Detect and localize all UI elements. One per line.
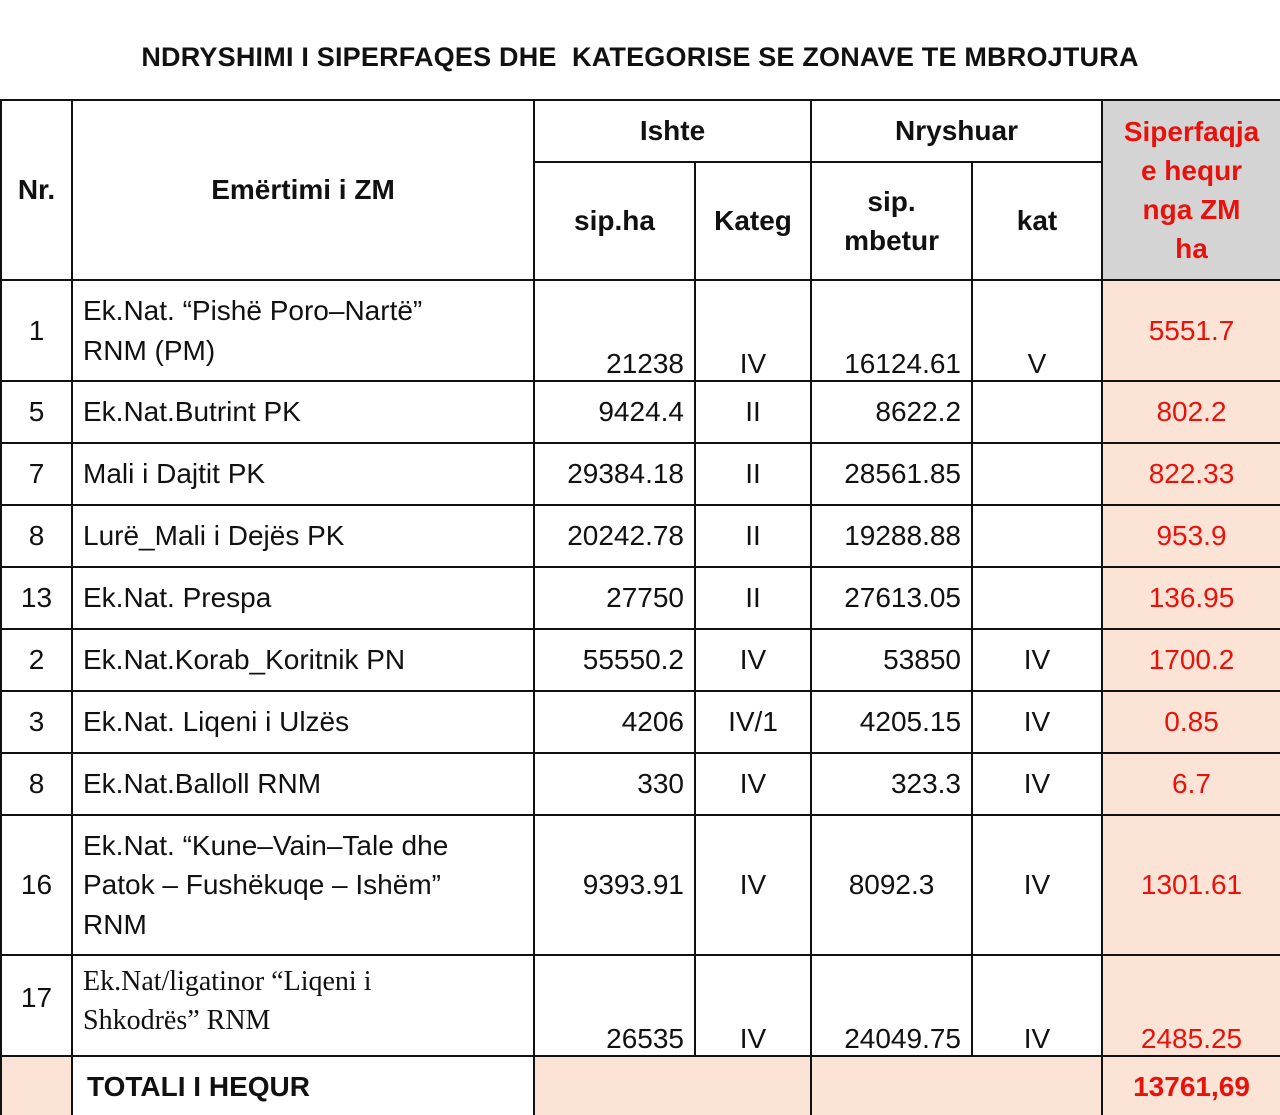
table-row (1, 381, 1280, 443)
table-row (1, 815, 1280, 955)
cell-hequr: 136.95 (1102, 567, 1280, 629)
cell-kat2 (972, 443, 1102, 505)
cell-name: Mali i Dajtit PK (72, 443, 534, 505)
total-label: TOTALI I HEQUR (72, 1056, 534, 1115)
cell-nr: 7 (1, 443, 72, 505)
cell-kat1: IV (695, 753, 811, 815)
total-empty-cell (534, 1056, 811, 1115)
header-name: Emërtimi i ZM (72, 100, 534, 280)
cell-nr: 5 (1, 381, 72, 443)
cell-sip: 9393.91 (534, 815, 695, 955)
cell-name-line: Ek.Nat. “Pishë Poro–Nartë” (83, 295, 423, 327)
cell-mbetur: 53850 (811, 629, 972, 691)
cell-sip: 4206 (534, 691, 695, 753)
cell-kat1: IV (695, 629, 811, 691)
header-removed-line: nga ZM (1142, 194, 1241, 225)
cell-hequr: 953.9 (1102, 505, 1280, 567)
cell-kat2 (972, 567, 1102, 629)
cell-hequr: 2485.25 (1102, 955, 1280, 1056)
cell-nr: 8 (1, 753, 72, 815)
cell-name-line: Ek.Nat/ligatinor “Liqeni i (83, 966, 372, 997)
cell-hequr: 822.33 (1102, 443, 1280, 505)
header-kat: kat (972, 162, 1102, 280)
cell-kat1: IV (695, 815, 811, 955)
cell-nr: 8 (1, 505, 72, 567)
cell-kat1: IV (695, 280, 811, 381)
cell-name-line: Ek.Nat. “Kune–Vain–Tale dhe (83, 830, 449, 862)
cell-kat2: IV (972, 955, 1102, 1056)
page-title: NDRYSHIMI I SIPERFAQES DHE KATEGORISE SE ZONAVE TE MBROJTURA (141, 42, 1139, 72)
cell-sip: 330 (534, 753, 695, 815)
header-nr: Nr. (1, 100, 72, 280)
header-sip-line: mbetur (844, 225, 939, 256)
cell-nr: 16 (1, 815, 72, 955)
cell-kat1: II (695, 505, 811, 567)
cell-kat2: IV (972, 753, 1102, 815)
total-value: 13761,69 (1102, 1056, 1280, 1115)
cell-name (72, 815, 534, 955)
cell-name-line: Patok – Fushëkuqe – Ishëm” (83, 869, 441, 901)
total-empty-cell (1, 1056, 72, 1115)
table-row (1, 691, 1280, 753)
cell-name-line: Shkodrës” RNM (83, 1005, 271, 1037)
cell-kat2: IV (972, 691, 1102, 753)
header-removed-line: e hequr (1140, 154, 1243, 186)
header-removed-line: Siperfaqja (1123, 115, 1260, 147)
cell-mbetur: 8622.2 (811, 381, 972, 443)
cell-sip: 55550.2 (534, 629, 695, 691)
cell-kat2: IV (972, 629, 1102, 691)
cell-mbetur: 28561.85 (811, 443, 972, 505)
cell-nr: 1 (1, 280, 72, 381)
header-removed (1102, 100, 1280, 280)
cell-kat1: IV/1 (695, 691, 811, 753)
header-sip-mbetur (811, 162, 972, 280)
cell-hequr: 0.85 (1102, 691, 1280, 753)
cell-kat2 (972, 381, 1102, 443)
cell-mbetur: 19288.88 (811, 505, 972, 567)
total-empty-cell (811, 1056, 1102, 1115)
table-row (1, 280, 1280, 381)
cell-nr: 17 (1, 955, 72, 1056)
cell-mbetur: 4205.15 (811, 691, 972, 753)
protected-zones-table (0, 99, 1280, 1115)
cell-name: Ek.Nat. Prespa (72, 567, 534, 629)
header-nryshuar: Nryshuar (811, 100, 1102, 162)
table-row (1, 505, 1280, 567)
table-row (1, 753, 1280, 815)
cell-nr: 2 (1, 629, 72, 691)
header-sip-ha: sip.ha (534, 162, 695, 280)
table-row (1, 955, 1280, 1056)
cell-sip: 29384.18 (534, 443, 695, 505)
table-row (1, 567, 1280, 629)
cell-sip: 9424.4 (534, 381, 695, 443)
header-kateg: Kateg (695, 162, 811, 280)
cell-sip: 20242.78 (534, 505, 695, 567)
cell-name: Ek.Nat.Balloll RNM (72, 753, 534, 815)
cell-hequr: 6.7 (1102, 753, 1280, 815)
cell-kat1: II (695, 381, 811, 443)
cell-kat1: IV (695, 955, 811, 1056)
total-row (1, 1056, 1280, 1115)
cell-name (72, 280, 534, 381)
cell-mbetur: 16124.61 (811, 280, 972, 381)
cell-name: Ek.Nat.Butrint PK (72, 381, 534, 443)
table-row (1, 629, 1280, 691)
table-row (1, 443, 1280, 505)
cell-mbetur: 27613.05 (811, 567, 972, 629)
cell-sip: 26535 (534, 955, 695, 1056)
cell-name: Lurë_Mali i Dejës PK (72, 505, 534, 567)
cell-hequr: 5551.7 (1102, 280, 1280, 381)
cell-name: Ek.Nat.Korab_Koritnik PN (72, 629, 534, 691)
cell-kat2: IV (972, 815, 1102, 955)
header-removed-line: ha (1175, 233, 1208, 265)
header-ishte: Ishte (534, 100, 811, 162)
cell-mbetur: 8092.3 (811, 815, 972, 955)
cell-name (72, 955, 534, 1056)
cell-name-line: RNM (PM) (83, 334, 216, 366)
cell-kat1: II (695, 443, 811, 505)
cell-hequr: 1700.2 (1102, 629, 1280, 691)
cell-kat2 (972, 505, 1102, 567)
cell-mbetur: 24049.75 (811, 955, 972, 1056)
cell-hequr: 802.2 (1102, 381, 1280, 443)
cell-sip: 21238 (534, 280, 695, 381)
cell-mbetur: 323.3 (811, 753, 972, 815)
cell-kat1: II (695, 567, 811, 629)
cell-kat2: V (972, 280, 1102, 381)
cell-name: Ek.Nat. Liqeni i Ulzës (72, 691, 534, 753)
cell-sip: 27750 (534, 567, 695, 629)
cell-hequr: 1301.61 (1102, 815, 1280, 955)
cell-name-line: RNM (83, 908, 147, 940)
cell-nr: 3 (1, 691, 72, 753)
cell-nr: 13 (1, 567, 72, 629)
header-sip-line: sip. (867, 185, 916, 217)
